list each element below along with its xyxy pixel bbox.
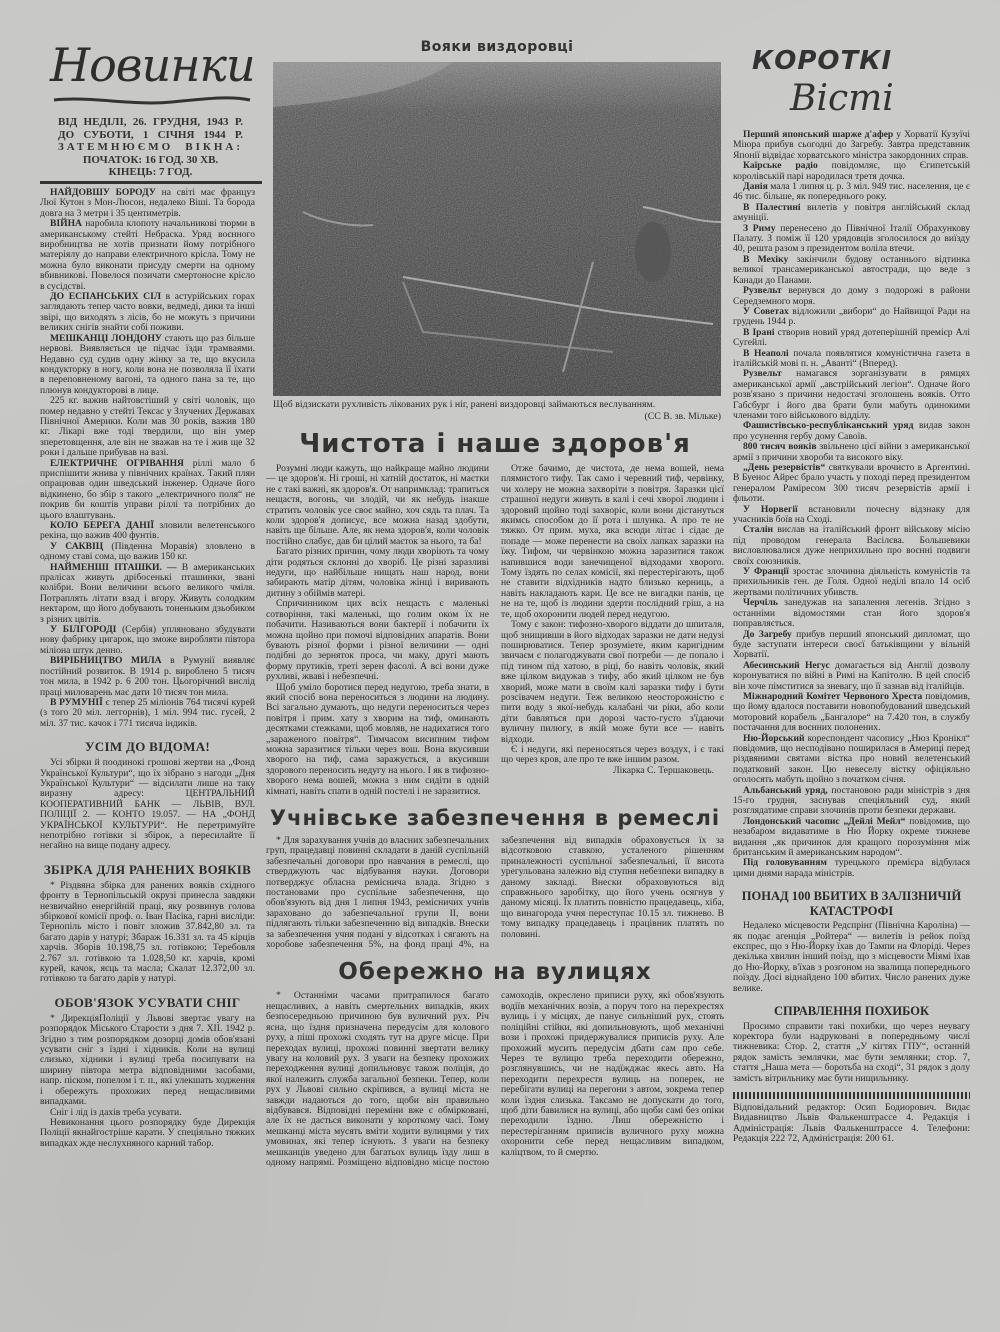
blackout-end: КІНЕЦЬ: 7 ГОД.	[108, 166, 193, 178]
news-lead: НАЙМЕНШІ ПТАШКИ. —	[50, 561, 177, 573]
wounded-text: * Різдвяна збірка для ранених вояків східного фронту в Тернопільській окрузі принесла завдяки незвичайно енергійній праці, яку розвинув голова збіркової комісії проф. о. Іван Пасіка, гарні висліди: Тернопіль місто і повіт зложив 37.842,80 зл. та багато дарів у натурі; Збараж 16.331 зл. та 45 кірців харчів. Зборів 10.198,75 зл. готівкою; Теребовля 2.767 зл. готівкою та 1.028,50 кг. харчів, кромі курей, качок, яєць та масла; Скалат 12.372,00 зл. готівкою та багато дарів у натурі.	[40, 879, 255, 985]
streets-article-body	[266, 991, 724, 1168]
brief-news-item	[733, 286, 970, 307]
brief-news-item	[733, 442, 970, 463]
brief-news-item	[733, 463, 970, 505]
right-column	[733, 130, 970, 1145]
short-news-item	[40, 188, 255, 219]
short-news-item	[40, 334, 255, 396]
brief-news-item	[733, 182, 970, 203]
news-lead: Абесинський Негус	[743, 659, 830, 671]
news-text: домагається від Англії дозволу коронуватися по війні в Римі на Капітолю. В цей спосіб він хоче пімститися за зневагу, що її зазнав від італійців.	[733, 659, 971, 692]
crash-heading: ПОНАД 100 ВБИТИХ В ЗАЛІЗНИЧІЙ КАТАСТРОФІ	[741, 889, 962, 918]
news-text: звільнено цієї війни з американської армії з причини хвороби та високого віку.	[733, 441, 970, 463]
news-lead: У САКВІЦ	[50, 540, 104, 552]
news-text: стають що раз більше нервові. Виявляється це підчас їзди трамваями. Недавно суд судив одну жінку за те, що вкусила кондукторку в ногу, коли вона не позволяла її їхати в переповненому вагоні, та одного пана за те, що плюнув кондукторові в лице.	[40, 332, 255, 396]
brief-news-list	[733, 130, 970, 879]
snow-text: * ДирекціяПоліції у Львові звертає увагу на розпорядок Міського Старости з дня 7. XII. 1942 р. Згідно з тим розпорядком дозорці домів обов'язані усувати сніг з їздні і хідників. Коли на вулиці слизько, хідники і вулиці треба посипувати на ширину півтора метра відповідними засобами, напр. піском, попелом і т. п., які улекшать ходження і обережуть прохожих перед нещасливими випадками.	[40, 1012, 255, 1108]
news-text: повідомляє, що Єгипетській королівській парі народилася третя дочка.	[733, 160, 970, 182]
news-text: В американських пралісах живуть дрібосенькі пташинки, звані колібри. Вони величини всього великого чміля. Потраплять літати взад і вгору. Живуть солодким нектаром, що його добувають тоненьким дзьобиком з різних цвітів.	[40, 561, 255, 625]
news-lead: В РУМУНІЇ	[50, 696, 103, 708]
short-news-item	[40, 656, 255, 698]
news-lead: В Палестині	[743, 201, 801, 213]
news-lead: НАЙДОВШУ БОРОДУ	[50, 187, 156, 198]
left-column	[40, 188, 255, 1149]
photo-rowing-soldiers	[273, 62, 721, 396]
caption-text: Щоб відзискати рухливість лікованих рук і ніг, ранені виздоровці займаються веслуванням.	[273, 399, 656, 410]
news-lead: В Неаполі	[743, 347, 789, 359]
notice-text: Усі збірки й поодинокі грошові жертви на „Фонд Української Культури“, що їх зібрано з нагоди „Дня Української Культури“ — відсилати лише на таку виразну адресу: ЦЕНТРАЛЬНИЙ КООПЕРАТИВНИЙ БАНК — ЛЬВІВ, ВУЛ. ПОЛІЦІЇ 2. — КОНТО 19.057. — НА „ФОНД УКРАЇНСЬКОЇ КУЛЬТУРИ“. Не перетримуйте непотрібно готівки зі збірок, а пересилайте її негайно на вище подану адресу.	[40, 757, 255, 852]
news-text: намагався зорганізувати в рямцях американської армії „австрійський легіон“. Одначе його розв'язано з причини недостачі зголошень вояків. Отто Габсбург і його два брати були мабуть одинокими членами того військового відділу.	[733, 368, 970, 421]
news-lead: Ню-Йорський	[743, 732, 805, 744]
news-lead: Альбанський уряд,	[743, 784, 828, 796]
news-text: в Румунії виявляє постійний розвиток. В 1914 р. вироблено 5 тисяч тон мила, в 1942 р. 6 200 тон. Цьогорічний вислід праці миловарень має дати 10 тисяч тон мила.	[40, 655, 255, 698]
news-lead: Перший японський шарже д'афер	[743, 129, 894, 140]
brief-news-item	[733, 307, 970, 328]
news-text: наробила клопоту начальникові тюрми в американському стейті Небраска. Уряд воєнного виробництва не хотів признати йому потрібного матеріялу до направи електричного крісла. Тому не можна було виконати присуду смерти на одному вбивникові. Повелося позичати смертоносне крісло в сусідстві.	[40, 218, 255, 292]
short-news-item	[40, 521, 255, 542]
news-text: повідомив, що незабаром видаватиме в Ню Йорку окреме тижневе видання „як причинок для кращого порозуміння між британським й американським народом“.	[733, 815, 970, 859]
short-news-item	[40, 396, 255, 458]
news-text: вернувся до дому з подорожі в райони Середземного моря.	[733, 285, 970, 307]
news-lead: „День резервістів“	[743, 462, 826, 473]
date-to: ДО СУБОТИ, 1 СІЧНЯ 1944 Р.	[58, 128, 243, 141]
photo-credit: (СС В. зв. Мільке)	[644, 410, 721, 422]
news-text: зростає злочинна діяльність комуністів та прихильників ген. де Голя. Одної неділі впало 14 осіб жертвами політичних убивств.	[733, 566, 970, 598]
news-text: постановою ради міністрів з дня 15-го грудня, заснував спеціяльний суд, який розглядатиме справи злочинів проти безпеки держави.	[733, 784, 970, 817]
photo-title: Вояки виздоровці	[420, 39, 574, 55]
snow-text: Невиконання цього розпорядку буде Дирекція Поліції якнайгостріше карати. У спеціяльно тяжких випадках жде неслухняного карний табор.	[40, 1116, 255, 1149]
footer-rule	[733, 1092, 970, 1099]
news-text: турецького премієра відбулася цими днями нарада міністрів.	[733, 857, 970, 879]
brief-news-item	[733, 328, 970, 349]
logo-swash-decoration	[52, 94, 252, 110]
news-lead: В Ірані	[743, 326, 775, 338]
photo-caption	[273, 399, 721, 422]
blackout-label: ЗАТЕМНЮЄМО ВІКНА:	[58, 141, 243, 153]
korotki-logo: КОРОТКІ	[752, 46, 893, 76]
news-text: (Сербія) упляновано збудувати нову фабрику цигарок, що зможе виробляти півтора міліона штук денно.	[40, 624, 255, 656]
snow-heading: ОБОВ'ЯЗОК УСУВАТИ СНІГ	[54, 994, 241, 1010]
news-lead: У Советах	[743, 305, 789, 317]
brief-news-item	[733, 858, 970, 879]
news-text: створив новий уряд дотеперішній премієр Алі Сугейлі.	[733, 326, 970, 349]
imprint: Відповідальний редактор: Осип Бодиорович. Видає Видавництво Львів Фалькенштрассе 4. Редакція і Адміністрація: Львів Фалькенштрассе 4. Телефони: Редакція 222 72, Адміністрація: 200 61.	[733, 1102, 970, 1145]
photo-image	[273, 62, 721, 396]
news-text: занедужав на запалення легенів. Згідно з останніми відомостями стан його здоров'я поправляється.	[733, 597, 970, 630]
visti-logo: Вісті	[790, 78, 894, 119]
news-lead: ЕЛЕКТРИЧНЕ ОГРІВАННЯ	[50, 457, 184, 469]
brief-news-item	[733, 130, 970, 161]
crafts-text: * Для зарахування учнів до власних забезпечальних груп, працедавці повинні складати в даній суспільній забезпечальні договори про навчання в ремеслі, що стверджують час відбування науки. Договори потверджує обласна ремісничa влада. Згідно з постановами про суспільне забезпечення, що обов'язують від дня 1 липня 1943, ремісничих учнів зараховано до забезпечальної групи II, вони підлягають тільки забезпеченню від випадків. Внески за забезпечення учня подані у відсотках і сягають на хоробове забезпечення 5%, на фонд праці 4%, на забезпечення від випадків обраховується їх за відсотковою ставкою, усталеного рішенням приналежності суспільної забезпечальні, її висота урегульована залежно від ступня небезпеки випадку в даному закладі. Внески обраховуються від справжнього заробітку, що його учень осягнув у даному місяці. Їх платить повністю працедавець, хіба, що винагорода учня переступає 10.15 зл. тижнево. В тому випадку працедавець і працівник платять по половині.	[266, 835, 724, 951]
news-text: вилетів у повітря англійський склад амуніції.	[733, 201, 971, 224]
article-paragraph: Багато різних причин, чому люди хворіють та чому діти родяться склонні до хворіб. Це різні заразливі недуги, що найбільше нищать наш народ, вони забирають матір дітям, чоловіка жінці і виривають дитину з обіймів матері.	[266, 546, 489, 599]
news-text: у Хорватії Кузуїчі Міюра прибув сьогодні до Загребу. Завтра представник Японії відвідає хорватського міністра закордонних справ.	[733, 129, 970, 161]
dates-block	[58, 116, 243, 179]
blackout-start: ПОЧАТОК: 16 ГОД. 30 ХВ.	[82, 153, 219, 166]
news-lead: З Риму	[743, 222, 776, 234]
news-text: мала 1 липня ц. р. 3 міл. 949 тис. населення, це є 46 тис. більше, як попереднього року.	[733, 181, 970, 203]
news-text: видав закон про усунення гербу дому Савоїв.	[733, 420, 970, 442]
center-articles	[266, 428, 724, 1168]
brief-news-item	[733, 661, 970, 692]
errata-text: Просимо справити такі похибки, що через неувагу коректора були надруковані в попередньому числі тижневика: Стор. 2, стаття „У кігтях ГПУ“, останній рядок замість землячки, має бути землянки; стор. 7, стаття „Наша мета — боротьба на сході“, 31 рядок з долу замість вітрильнику має бути нищильнику.	[733, 1020, 970, 1084]
brief-news-item	[733, 734, 970, 786]
headline-crafts: Учнівське забезпечення в ремеслі	[269, 806, 721, 830]
news-lead: Рузвельт	[743, 285, 782, 297]
news-lead: У БІЛГОРОДІ	[50, 624, 117, 636]
news-text: повідомив, що йому вдалося поставити новопобудований шведський моторовий корабель „Бангалоре“ на 7.420 тон, в службу постачання для воєнних полонених.	[733, 690, 970, 734]
snow-text: Сніг і лід із дахів треба усувати.	[50, 1106, 182, 1118]
news-lead: Міжнародний Комітет Червоного Хреста	[743, 690, 923, 702]
news-text: почала появлятися комуністична газета в італійській мові п. н. „Аванті“ (Вперед).	[733, 347, 970, 369]
news-text: ріллі мало б приспішити жнива у північних країнах. Такий плян опрацював один шведський інженер. Одначе його відкинено, бо збір з такого „електричного поля“ не покрив би коштів управи ріллі та потрібних до цього влаштувань.	[40, 457, 255, 521]
short-news-item	[40, 459, 255, 521]
news-text: є тепер 25 міліонів 764 тисячі курей (з того 20 міл. леггорнів), 1 міл. 994 тис. гусей, 2 міл. 37 тис. качок і 771 тисяча індиків.	[40, 696, 255, 729]
news-text: закінчили будову останнього відтинка великої трансамериканської автостради, що веде з Канади до Панами.	[733, 253, 970, 286]
article-signature: Лікарка С. Тершаковець.	[613, 764, 714, 776]
news-lead: КОЛО БЕРЕГА ДАНІЇ	[50, 520, 155, 531]
news-lead: У Франції	[743, 566, 789, 578]
crafts-article-body	[266, 836, 724, 950]
news-lead: До Загребу	[743, 628, 792, 640]
novynky-logo: Новинки	[50, 38, 255, 92]
crash-text: Недалеко місцевости Редспрінґ (Північна Кароліна) — як подає агенція „Ройтера“ — вилетів із рейок поїзд експрес, що з Ню-Йорку їхав до Тампи на Флоріді. Через декілька хвилин інший поїзд, що з місцевости Міямі їхав до Ню-Йорку, в'їхав з розгоном на звалища попереднього поїзду. Досі віднайдено 100 вбитих. Число ранених дуже велике.	[733, 920, 970, 994]
news-text: 225 кг. важив найтовстіший у світі чоловік, що помер недавно у стейті Тексас у Злучених Державах Північної Америки. Коли мав 30 років, важив 180 кг. Лікарі вже тоді твердили, що він умер зперетовщення, але він не зважав на те і жив ще 32 роки і дальше прибував на вазі.	[40, 395, 255, 459]
short-news-list	[40, 188, 255, 729]
article-paragraph: Отже бачимо, де чистота, де нема вошей, нема плямистого тифу. Так само і черевний тиф, червінку, чи холеру не можна захворіти з повітря. Заразки цієї страшної недуги живуть в калі і сечі хворої людини і здоровий щойно тоді захворіє, коли вони дістануться якимсь способом до її рота і шлунка. А про те не тяжко. От прим. муха, яка всюди літає і сідає де попаде — може перенести на своїх лапках заразки на їжу. Тифом, чи червінкою можна заразитися також напившися води занечищеної відходами хворого. Тому їздять по селах комісії, які перестерігають, щоб не ставити відхідників надто близько керниць, а навіть накладають кари. Це все не вигадки панів, це не на те, щоб із людини здерти послідний гріш, а на те, щоб охоронити людей перед недугою.	[501, 463, 724, 620]
news-lead: ВІЙНА	[50, 218, 82, 230]
brief-news-item	[733, 817, 970, 859]
article-paragraph: Щоб уміло боротися перед недугою, треба знати, в який спосіб вона переноситься з людини на людину. Всі загально думають, що недуги переноситься через повітря і прим. хату з хворим на тиф, оминають десятками стежками, щоб мовляв, не надихатися того „зараженого повітря“. Тимчасом висипним тифом можна заразитися тільки через вош. Вона вкусивши хворого на тиф, сама заражується, а вкусивши здорового переносить недугу на нього. І як в тифозно-хворого нема вошей, можна з ним сидіти в одній кімнаті, навіть спати в одній постелі і не заразитися.	[266, 681, 489, 797]
news-lead: Під головуванням	[743, 857, 827, 869]
news-lead: ВИРІБНИЦТВО МИЛА	[50, 655, 162, 667]
brief-news-item	[733, 525, 970, 567]
news-lead: Данія	[743, 181, 768, 193]
news-lead: Лондонський часопис „Дейлі Мейл“	[743, 815, 906, 827]
masthead-rule	[40, 181, 262, 184]
brief-news-item	[733, 224, 970, 255]
news-lead: МЕШКАНЦІ ЛОНДОНУ	[50, 332, 162, 344]
news-lead: Сталін	[743, 524, 774, 536]
news-text: зловили велетенського рекіна, що важив 400 фунтів.	[40, 520, 255, 542]
brief-news-item	[733, 630, 970, 661]
news-text: кореспондент часопису „Нюз Кронікл“ повідомив, що несподівано поширилася в Америці перед різдвяними святами вістка про новий велетенський податковий закон. Цю невеселу вістку офіціяльно оголосять мабуть щойно з початком січня.	[733, 732, 970, 786]
news-text: перенесено до Північної Італії Обрахункову Палату. З поміж її 120 урядовців зголосилося до виїзду 40, решта разом з президентом воліла втечи.	[733, 222, 970, 255]
notice-heading: УСІМ ДО ВІДОМА!	[84, 739, 211, 755]
news-lead: Фашистівсько-республіканський уряд	[743, 420, 914, 432]
article-paragraph: Спричинником цих всіх нещасть є маленькі сотворіння, такі маленькі, що голим оком їх не побачити. Називаються вони бактерії і побачити їх можна щойно при помочі відповідних апаратів. Вони бувають різної форми і різної величини — одні подібні до зерняток проса, чи маку, другі мають форму прутиків, треті зерен фасолі. А всі вони дуже рухливі, жваві і небезпечні.	[266, 598, 489, 683]
short-news-item	[40, 563, 255, 625]
brief-news-item	[733, 349, 970, 370]
article-paragraph: Розумні люди кажуть, що найкраще майно людини — це здоров'я. Ні гроші, ні хатній достаток, ні маєтки не є такі важні, як здоров'я. От напримклад: трапиться нещастя, вогонь, чи злодій, чи як небудь інакше стратить чоловік усе своє майно, хоч сядь та плач. Та коли здоров'я дописує, все можна назад здобути, навіть ще більше. Але, як нема здоров'я, коли чоловік постійно слабує, дав би цілий маєток за нього, та ба!	[266, 463, 489, 547]
streets-text: * Останніми часами притрапилося багато нещасливих, а навіть смертельних випадків, яких безпосередньою причиною був вуличний рух. Річ ясна, що їздня призначена передусім для колового руху, а піші прохожі сходять тут на друге місце. При переходах вулиці, прохожі повинні звертати велику увагу на коловий рух. З уваги на безпеку прохожих переходження вулиці допильновує також поліція, до якої належить служба загальної безпеки. Тепер, коли рух у Львові сильно скріпився, а вулиці міста не завжди надаються до того, щоби він правильно відбувався. Відповідні переміни вже є обмірковані, але їх не дасться виконати у короткому часі. Тому мешканці міста мусять вміти ходити вулицями у тих умовинах, які тепер існують. З уваги на безпеку мешканців уведено для багатьох вулиць їзду лиш в одному напрямі. Розміщено відповідно місце постою самоходів, окреслено приписи руху, які обов'язують водіїв механічних возів, а поруч того на перехрестях вулиць і у місцях, де панує сильніший рух, стоять поліційні стійки, які допильновують, щоб механічні вози і прохожі придержувалися приписів руху. Але прохожий мусить передусім дбати сам про себе. Через те вулицю треба переходити обережно, розглянувшись, чи не надїжджає якесь авто. На переходити перехрестя вулиць на поперек, не перебігати вулиці на перегони з автом, зокрема тепер коли їздня слизька. Таксамо не допускати до того, щоб діти бавилися на вулиці, або щоби самі без опіки переходили їздню. Лиш обережністю і перестеріганням приписів вуличного руху можна охоронити себе перед нещасливим випадком, каліцтвом, то й смертю.	[266, 990, 724, 1168]
news-text: святкували врочисто в Аргентині. В Буенос Айрес брало участь у поході перед президентом генералом Раміресом 300 тисяч резервістів армії і фльоти.	[733, 462, 970, 505]
headline-streets: Обережно на вулицях	[338, 959, 652, 986]
article-paragraph: Є і недуги, які переносяться через воздух, і є такі що через кров, але про те вже іншим разом.	[501, 743, 724, 766]
headline-health: Чистота і наше здоров'я	[299, 429, 691, 459]
news-text: відложили „вибори“ до Найвищої Ради на грудень 1944 р.	[733, 305, 970, 328]
news-lead: В Мехіку	[743, 253, 789, 265]
news-lead: Каїрське радіо	[743, 160, 818, 172]
brief-news-item	[733, 203, 970, 224]
article-paragraph: Тому є закон: тифозно-хворого віддати до шпиталя, щоб знищивши в його відходах заразки не дати недузі поширюватися. Тепер зрозуміете, яким каригідним звичаєм є полагоджувати свої потреби — де попало і під тином під хатою, в ріці, бо навіть чоловік, який вже цілком видужав з тифу, або який цілком не був хворий, може мати в своїм калі заразки тифу і бути розсівачем недуги. Теж великою неосторожністю є пити воду з якої-небудь калабані чи ріки, або коли діти бавляться при дорозі часто-густо з'їдаючи вуличну пилюгу, в якій може бути все — навіть відходи.	[501, 619, 724, 745]
news-text: (Південна Моравія) зловлено в одному ставі сома, що важив 150 кг.	[40, 540, 255, 563]
date-from: ВІД НЕДІЛІ, 26. ГРУДНЯ, 1943 Р.	[58, 116, 243, 128]
news-lead: У Норвегії	[743, 503, 798, 515]
news-text: вислав на італійський фронт військову місію під проводом генерала Васілєва. Большевики висловлювалися дуже неприхильно про воєнні подвиги своїх союзників.	[733, 524, 970, 567]
short-news-item	[40, 219, 255, 292]
short-news-item	[40, 292, 255, 334]
brief-news-item	[733, 692, 970, 734]
brief-news-item	[733, 369, 970, 421]
brief-news-item	[733, 786, 970, 817]
short-news-item	[40, 542, 255, 563]
brief-news-item	[733, 567, 970, 598]
brief-news-item	[733, 505, 970, 526]
wounded-heading: ЗБІРКА ДЛЯ РАНЕНИХ ВОЯКІВ	[43, 861, 252, 877]
news-lead: Черчіль	[743, 597, 778, 609]
brief-news-item	[733, 421, 970, 442]
news-text: в астурійських горах заглядають тепер часто вовки, ведмеді, дики та інші звірі, що виходять з лісів, бо не можуть з причини великих снігів знайти собі поживи.	[40, 291, 255, 334]
brief-news-item	[733, 161, 970, 182]
news-text: прибув перший японський дипломат, що буде заступати інтереси своєї батьківщини у вільній Хорватії.	[733, 628, 970, 661]
news-lead: ДО ЕСПАНСЬКИХ СІЛ	[50, 291, 161, 303]
short-news-item	[40, 625, 255, 656]
brief-news-item	[733, 255, 970, 286]
health-article-body	[266, 464, 724, 797]
news-text: встановили почесну відзнаку для учасників боїв на Сході.	[733, 503, 970, 526]
news-text: на світі має француз Люї Кутон з Мон-Люсон, недалеко Віші. Та борода довга на 3 метри і 35 центиметрів.	[40, 187, 255, 219]
short-news-item	[40, 698, 255, 729]
errata-heading: СПРАВЛЕННЯ ПОХИБОК	[773, 1004, 930, 1019]
brief-news-item	[733, 598, 970, 629]
news-lead: 800 тисяч вояків	[743, 441, 817, 453]
news-lead: Рузвельт	[743, 368, 782, 380]
